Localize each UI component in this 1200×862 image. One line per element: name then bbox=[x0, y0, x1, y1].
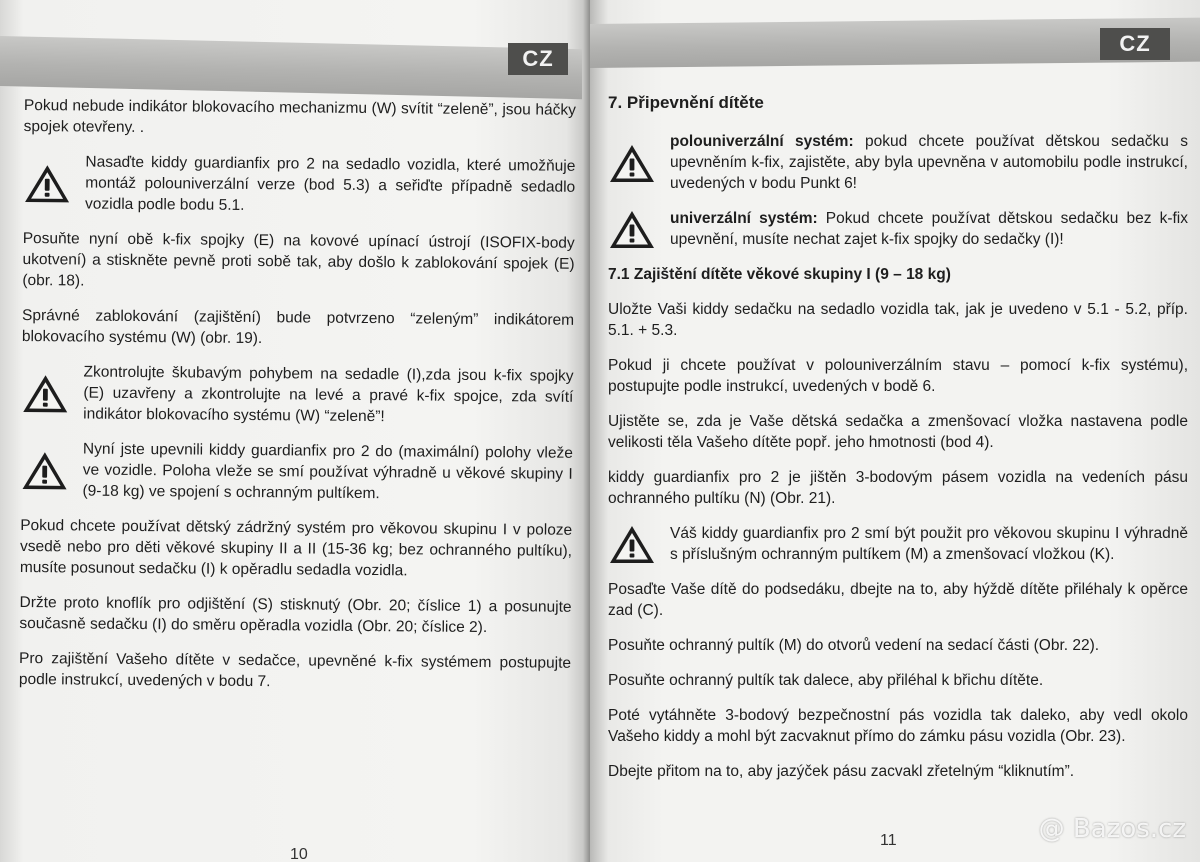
paragraph: Posaďte Vaše dítě do podsedáku, dbejte na to, aby hýždě dítěte přiléhaly k opěrce zad (C). bbox=[608, 581, 1188, 619]
warning-text bbox=[670, 208, 1188, 250]
warning-text bbox=[670, 131, 1188, 194]
paragraph: Správné zablokování (zajištění) bude potvrzeno “zeleným” indikátorem blokovacího systému (W) (obr. 19). bbox=[21, 306, 575, 348]
paragraph: Poté vytáhněte 3-bodový bezpečnostní pás vozidla tak daleko, aby vedl okolo Vašeho kiddy a mohl být zacvaknut přímo do zámku pásu vozidla (Obr. 23). bbox=[608, 707, 1188, 745]
page-number: 10 bbox=[290, 846, 308, 862]
paragraph: Pro zajištění Vašeho dítěte v sedačce, upevněné k-fix systémem postupujte podle instrukcí, uvedených v bodu 7. bbox=[18, 649, 572, 691]
paragraph: Posuňte ochranný pultík tak dalece, aby přiléhal k břichu dítěte. bbox=[608, 672, 1044, 689]
warning-icon bbox=[608, 523, 656, 565]
left-page-content bbox=[19, 95, 576, 709]
subsection-heading: 7.1 Zajištění dítěte věkové skupiny I (9 – 18 kg) bbox=[608, 266, 951, 283]
language-tag: CZ bbox=[1100, 28, 1170, 60]
paragraph: Držte proto knoflík pro odjištění (S) stisknutý (Obr. 20; číslice 1) a posunujte současně sedačku (I) do směru opěradla vozidla (Obr. 20; číslice 2). bbox=[19, 593, 572, 637]
warning-block bbox=[608, 131, 1188, 194]
paragraph: Pokud ji chcete používat v polouniverzálním stavu – pomocí k-fix systému), postupujte podle instrukcí, uvedených v bodě 6. bbox=[608, 357, 1188, 395]
watermark: @ Bazos.cz bbox=[1038, 814, 1186, 844]
warning-text: Nyní jste upevnili kiddy guardianfix pro 2 do (maximální) polohy vleže ve vozidle. Poloha vleže se smí používat výhradně u věkové skupiny I (9-18 kg) ve spojení s ochranným pultíkem. bbox=[82, 440, 573, 503]
paragraph: Posuňte ochranný pultík (M) do otvorů vedení na sedací části (Obr. 22). bbox=[608, 637, 1100, 654]
left-page bbox=[0, 0, 590, 862]
language-tag: CZ bbox=[508, 43, 568, 75]
warning-block bbox=[608, 523, 1188, 565]
section-heading: 7. Připevnění dítěte bbox=[608, 93, 764, 112]
page-number: 11 bbox=[880, 832, 897, 849]
warning-icon bbox=[23, 161, 71, 203]
warning-text: Váš kiddy guardianfix pro 2 smí být použit pro věkovou skupinu I výhradně s příslušným ochranným pultíkem (M) a zmenšovací vložkou (K). bbox=[670, 525, 1188, 563]
paragraph: Dbejte přitom na to, aby jazýček pásu zacvakl zřetelným “kliknutím”. bbox=[608, 763, 1075, 780]
warning-icon bbox=[608, 142, 656, 184]
warning-label: polouniverzální systém: bbox=[670, 133, 854, 150]
warning-block bbox=[20, 438, 573, 506]
right-page-content bbox=[608, 92, 1188, 796]
warning-icon bbox=[21, 448, 69, 490]
right-page bbox=[590, 0, 1200, 862]
warning-icon bbox=[608, 208, 656, 250]
warning-body: pokud chcete používat dětskou sedačku s upevněním k-fix, zajistěte, aby byla upevněna v automobilu podle instrukcí, uvedených v bodu Punkt 6! bbox=[670, 133, 1188, 192]
paragraph: Ujistěte se, zda je Vaše dětská sedačka a zmenšovací vložka nastavena podle velikosti těla Vašeho dítěte popř. jeho hmotnosti (bod 4). bbox=[608, 413, 1188, 451]
paragraph: Pokud nebude indikátor blokovacího mechanizmu (W) svítit “zeleně”, jsou háčky spojek otevřeny. . bbox=[23, 96, 576, 137]
warning-block bbox=[23, 151, 576, 219]
warning-label: univerzální systém: bbox=[670, 210, 818, 227]
warning-text: Zkontrolujte škubavým pohybem na sedadle (I),zda jsou k-fix spojky (E) uzavřeny a zkontrolujte na levé a pravé k-fix spojce, zda svítí indikátor blokovacího systému (W) “zeleně”! bbox=[83, 363, 574, 426]
paragraph: Uložte Vaši kiddy sedačku na sedadlo vozidla tak, jak je uvedeno v 5.1 - 5.2, příp. 5.1. + 5.3. bbox=[608, 301, 1188, 339]
warning-text: Nasaďte kiddy guardianfix pro 2 na sedadlo vozidla, které umožňuje montáž polouniverzální verze (bod 5.3) a seřiďte případně sedadlo vozidla podle bodu 5.1. bbox=[84, 153, 576, 214]
warning-block bbox=[21, 361, 574, 429]
paragraph: Pokud chcete používat dětský zádržný systém pro věkovou skupinu I v poloze vsedě nebo pro děti věkové skupiny II a II (15-36 kg; bez ochranného pultíku), musíte posunout sedačku (I) k opěradlu sedadla vozidla. bbox=[19, 516, 573, 580]
warning-icon bbox=[21, 371, 69, 413]
warning-body: Pokud chcete používat dětskou sedačku bez k-fix upevnění, musíte nechat zajet k-fix spojky do sedačky (I)! bbox=[670, 210, 1188, 248]
warning-block bbox=[608, 208, 1188, 250]
header-band bbox=[0, 36, 582, 99]
paragraph: Posuňte nyní obě k-fix spojky (E) na kovové upínací ústrojí (ISOFIX-body ukotvení) a stiskněte pevně proti sobě tak, aby došlo k zablokování spojek (E) (obr. 18). bbox=[22, 229, 575, 290]
paragraph: kiddy guardianfix pro 2 je jištěn 3-bodovým pásem vozidla na vedeních pásu ochranného pultíku (N) (Obr. 21). bbox=[608, 469, 1188, 507]
